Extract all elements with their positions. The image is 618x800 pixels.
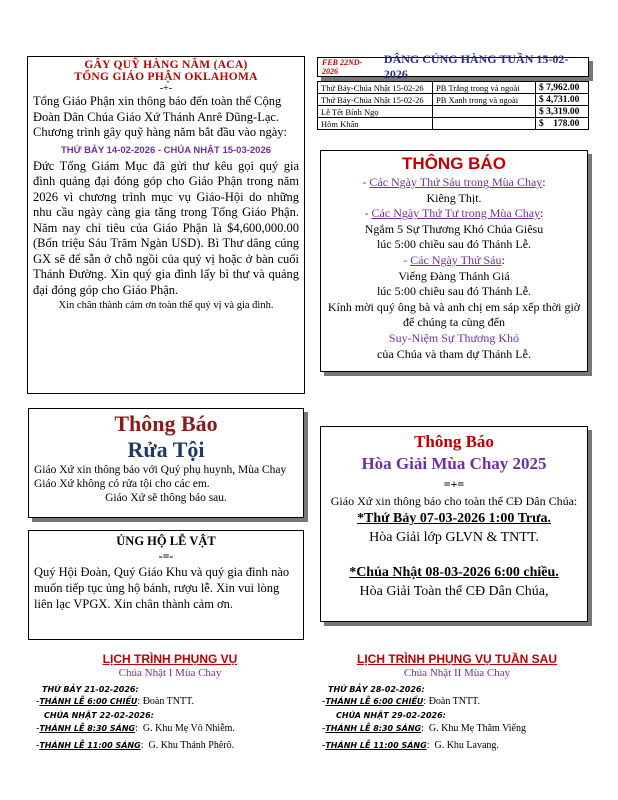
donation-amount: $ 7,962.00 bbox=[536, 82, 589, 94]
reconcile-event-1-date: *Thứ Bảy 07-03-2026 1:00 Trưa. bbox=[356, 511, 551, 526]
aca-title-2: TỔNG GIÁO PHẬN OKLAHOMA bbox=[74, 71, 258, 83]
lent-link-wednesdays: Các Ngày Thứ Tư trong Mùa Chay bbox=[371, 206, 541, 221]
lent-closing: của Chúa và tham dự Thánh Lễ. bbox=[377, 346, 531, 361]
list-item: - THÁNH LỄ 6:00 CHIỀU : Đoàn TNTT. bbox=[322, 696, 480, 707]
offerings-announcement bbox=[28, 530, 304, 640]
donation-sub: PB Trắng trong và ngoài bbox=[433, 82, 536, 94]
offerings-title: ỦNG HỘ LỄ VẬT bbox=[116, 534, 216, 548]
lent-link-fridays: Các Ngày Thứ Sáu trong Mùa Chay bbox=[369, 175, 543, 189]
donations-date-label: FEB 22ND- 2026 bbox=[322, 58, 363, 76]
mass-time-label: THÁNH LỄ 6:00 CHIỀU bbox=[325, 697, 424, 706]
mass-group: G. Khu Mẹ Vô Nhiễm. bbox=[142, 723, 235, 734]
aca-thanks: Xin chân thành cảm ơn toàn thể quý vị và gia đình. bbox=[58, 300, 274, 311]
reconcile-title-1: Thông Báo bbox=[414, 432, 494, 451]
aca-divider: -+- bbox=[159, 83, 173, 94]
aca-intro: Tổng Giáo Phận xin thông báo đến toàn thể Cộng Đoàn Dân Chúa Giáo Xứ Thánh Anrê Dũng-Lạc. Chương trình gây quỹ hàng năm bắt đầu vào ngày: bbox=[33, 94, 287, 139]
aca-dates: THỨ BẢY 14-02-2026 - CHÚA NHẬT 15-03-2026 bbox=[60, 144, 272, 156]
schedule-day-1: THỨ BẢY 28-02-2026: bbox=[328, 685, 425, 694]
donation-label: Lễ Tết Bính Ngọ bbox=[318, 106, 433, 118]
lent-meditation: Suy-Niệm Sự Thương Khó bbox=[388, 330, 520, 345]
donation-label: Thứ Bảy-Chúa Nhật 15-02-26 bbox=[318, 82, 433, 94]
list-item: - THÁNH LỄ 11:00 SÁNG : G. Khu Thánh Phêrô. bbox=[36, 740, 235, 751]
mass-time-label: THÁNH LỄ 6:00 CHIỀU bbox=[39, 697, 138, 706]
table-row bbox=[318, 106, 589, 118]
donation-amount: $ 4,731.00 bbox=[536, 94, 589, 106]
schedule-day-2: CHÚA NHẬT 22-02-2026: bbox=[44, 711, 154, 720]
schedule-day-2: CHÚA NHẬT 29-02-2026: bbox=[336, 711, 446, 720]
liturgy-schedule-next-week bbox=[322, 652, 592, 751]
reconcile-event-1-desc: Hòa Giải lớp GLVN & TNTT. bbox=[369, 530, 539, 545]
reconcile-title-2: Hòa Giải Mùa Chay 2025 bbox=[361, 454, 547, 473]
mass-time-label: THÁNH LỄ 8:30 SÁNG bbox=[325, 724, 422, 733]
list-item: - THÁNH LỄ 11:00 SÁNG : G. Khu Lavang. bbox=[322, 740, 499, 751]
donation-sub: PB Xanh trong và ngoài bbox=[433, 94, 536, 106]
reconciliation-announcement bbox=[320, 426, 588, 622]
lent-link-stations: Các Ngày Thứ Sáu bbox=[410, 252, 502, 267]
schedule-title: LỊCH TRÌNH PHỤNG VỤ bbox=[102, 652, 238, 666]
aca-body: Đức Tổng Giám Mục đã gửi thư kêu gọi quý gia đình quảng đại đóng góp cho Giáo Phận trong năm 2026 vì chương trình mục vụ Giáo-Hội do những nhu cầu ngày càng gia tăng trong Tổng Giáo Phận. Năm nay chỉ tiêu của Giáo Phận là $4,600,000.00 (Bốn triệu Sáu Trăm Ngàn USD). Bì Thư dâng cúng GX sẽ để sẵn ở chỗ ngồi của quý vị hoặc ở bàn cuối Thánh Đường. Xin quý gia đình lấy bì thư và quảng đại đóng góp cho Giáo Phận. bbox=[33, 158, 299, 297]
baptism-body: Giáo Xứ xin thông báo với Quý phụ huynh, Mùa Chay Giáo Xứ không có rửa tội cho các em. bbox=[34, 464, 287, 490]
offerings-body: Quý Hội Đoàn, Quý Giáo Khu và quý gia đình nào muốn tiếp tục ủng hộ bánh, rượu lễ. Xin vui lòng liên lạc VPGX. Xin chân thành cảm ơn. bbox=[34, 565, 290, 611]
list-item: - THÁNH LỄ 8:30 SÁNG : G. Khu Mẹ Thăm Viếng bbox=[322, 723, 526, 734]
lent-text-3b: lúc 5:00 chiều sau đó Thánh Lễ. bbox=[376, 284, 532, 299]
mass-group: Đoàn TNTT. bbox=[428, 696, 480, 707]
lent-announcement bbox=[320, 150, 588, 372]
lent-text-3a: Viếng Đàng Thánh Giá bbox=[398, 268, 510, 283]
baptism-announcement bbox=[28, 408, 304, 518]
donation-label: Thứ Bảy-Chúa Nhật 15-02-26 bbox=[318, 94, 433, 106]
baptism-title-1: Thông Báo bbox=[114, 411, 218, 436]
donation-amount: $ 178.00 bbox=[536, 118, 589, 130]
mass-time-label: THÁNH LỄ 11:00 SÁNG bbox=[325, 741, 427, 750]
schedule-title: LỊCH TRÌNH PHỤNG VỤ TUẦN SAU bbox=[357, 652, 557, 666]
reconcile-intro: Giáo Xứ xin thông báo cho toàn thể CĐ Dân Chúa: bbox=[330, 494, 578, 508]
table-row bbox=[318, 82, 589, 94]
table-row bbox=[318, 94, 589, 106]
schedule-subtitle: Chúa Nhật I Mùa Chay bbox=[118, 667, 222, 679]
list-item: - THÁNH LỄ 8:30 SÁNG : G. Khu Mẹ Vô Nhiễm. bbox=[36, 723, 235, 734]
weekly-donations bbox=[317, 52, 589, 130]
lent-text-2a: Ngắm 5 Sự Thương Khó Chúa Giêsu bbox=[364, 221, 544, 236]
list-item: - THÁNH LỄ 6:00 CHIỀU : Đoàn TNTT. bbox=[36, 696, 194, 707]
aca-title-1: GÂY QUỸ HÀNG NĂM (ACA) bbox=[84, 59, 248, 71]
lent-text-2b: lúc 5:00 chiều sau đó Thánh Lễ. bbox=[376, 237, 532, 252]
lent-line-2: - Các Ngày Thứ Tư trong Mùa Chay: bbox=[364, 206, 544, 221]
lent-line-1: - Các Ngày Thứ Sáu trong Mùa Chay: bbox=[362, 175, 546, 189]
schedule-day-1: THỨ BẢY 21-02-2026: bbox=[42, 685, 139, 694]
donation-sub bbox=[433, 106, 536, 118]
mass-group: G. Khu Thánh Phêrô. bbox=[148, 740, 235, 751]
lent-invite: Kính mời quý ông bà và anh chị em sáp xếp thời giờ để chúng ta cùng đến bbox=[327, 299, 581, 330]
reconcile-event-2-desc: Hòa Giải Toàn thể CĐ Dân Chúa, bbox=[359, 584, 549, 599]
mass-time-label: THÁNH LỄ 11:00 SÁNG bbox=[39, 741, 141, 750]
donations-header bbox=[317, 52, 589, 81]
donation-amount: $ 3,319.00 bbox=[536, 106, 589, 118]
mass-group: G. Khu Lavang. bbox=[434, 740, 499, 751]
donation-sub bbox=[433, 118, 536, 130]
baptism-title-2: Rửa Tội bbox=[127, 437, 205, 462]
aca-announcement bbox=[27, 56, 305, 394]
donations-table bbox=[317, 81, 589, 130]
baptism-body-2: Giáo Xứ sẽ thông báo sau. bbox=[105, 492, 227, 504]
mass-time-label: THÁNH LỄ 8:30 SÁNG bbox=[39, 724, 136, 733]
lent-text-1: Kiêng Thịt. bbox=[426, 190, 482, 205]
donation-label: Hôm Khấn bbox=[318, 118, 433, 130]
reconcile-event-2-date: *Chúa Nhật 08-03-2026 6:00 chiều. bbox=[349, 565, 559, 580]
schedule-subtitle: Chúa Nhật II Mùa Chay bbox=[403, 667, 511, 679]
lent-title: THÔNG BÁO bbox=[402, 154, 506, 173]
mass-group: G. Khu Mẹ Thăm Viếng bbox=[428, 723, 526, 734]
offerings-divider: -=- bbox=[158, 549, 174, 563]
table-row bbox=[318, 118, 589, 130]
liturgy-schedule bbox=[30, 652, 310, 751]
mass-group: Đoàn TNTT. bbox=[142, 696, 194, 707]
reconcile-divider: =+= bbox=[443, 477, 465, 491]
donations-title: DÂNG CÚNG HÀNG TUẦN 15-02-2026 bbox=[383, 52, 569, 81]
lent-line-3: - Các Ngày Thứ Sáu: bbox=[403, 252, 505, 267]
